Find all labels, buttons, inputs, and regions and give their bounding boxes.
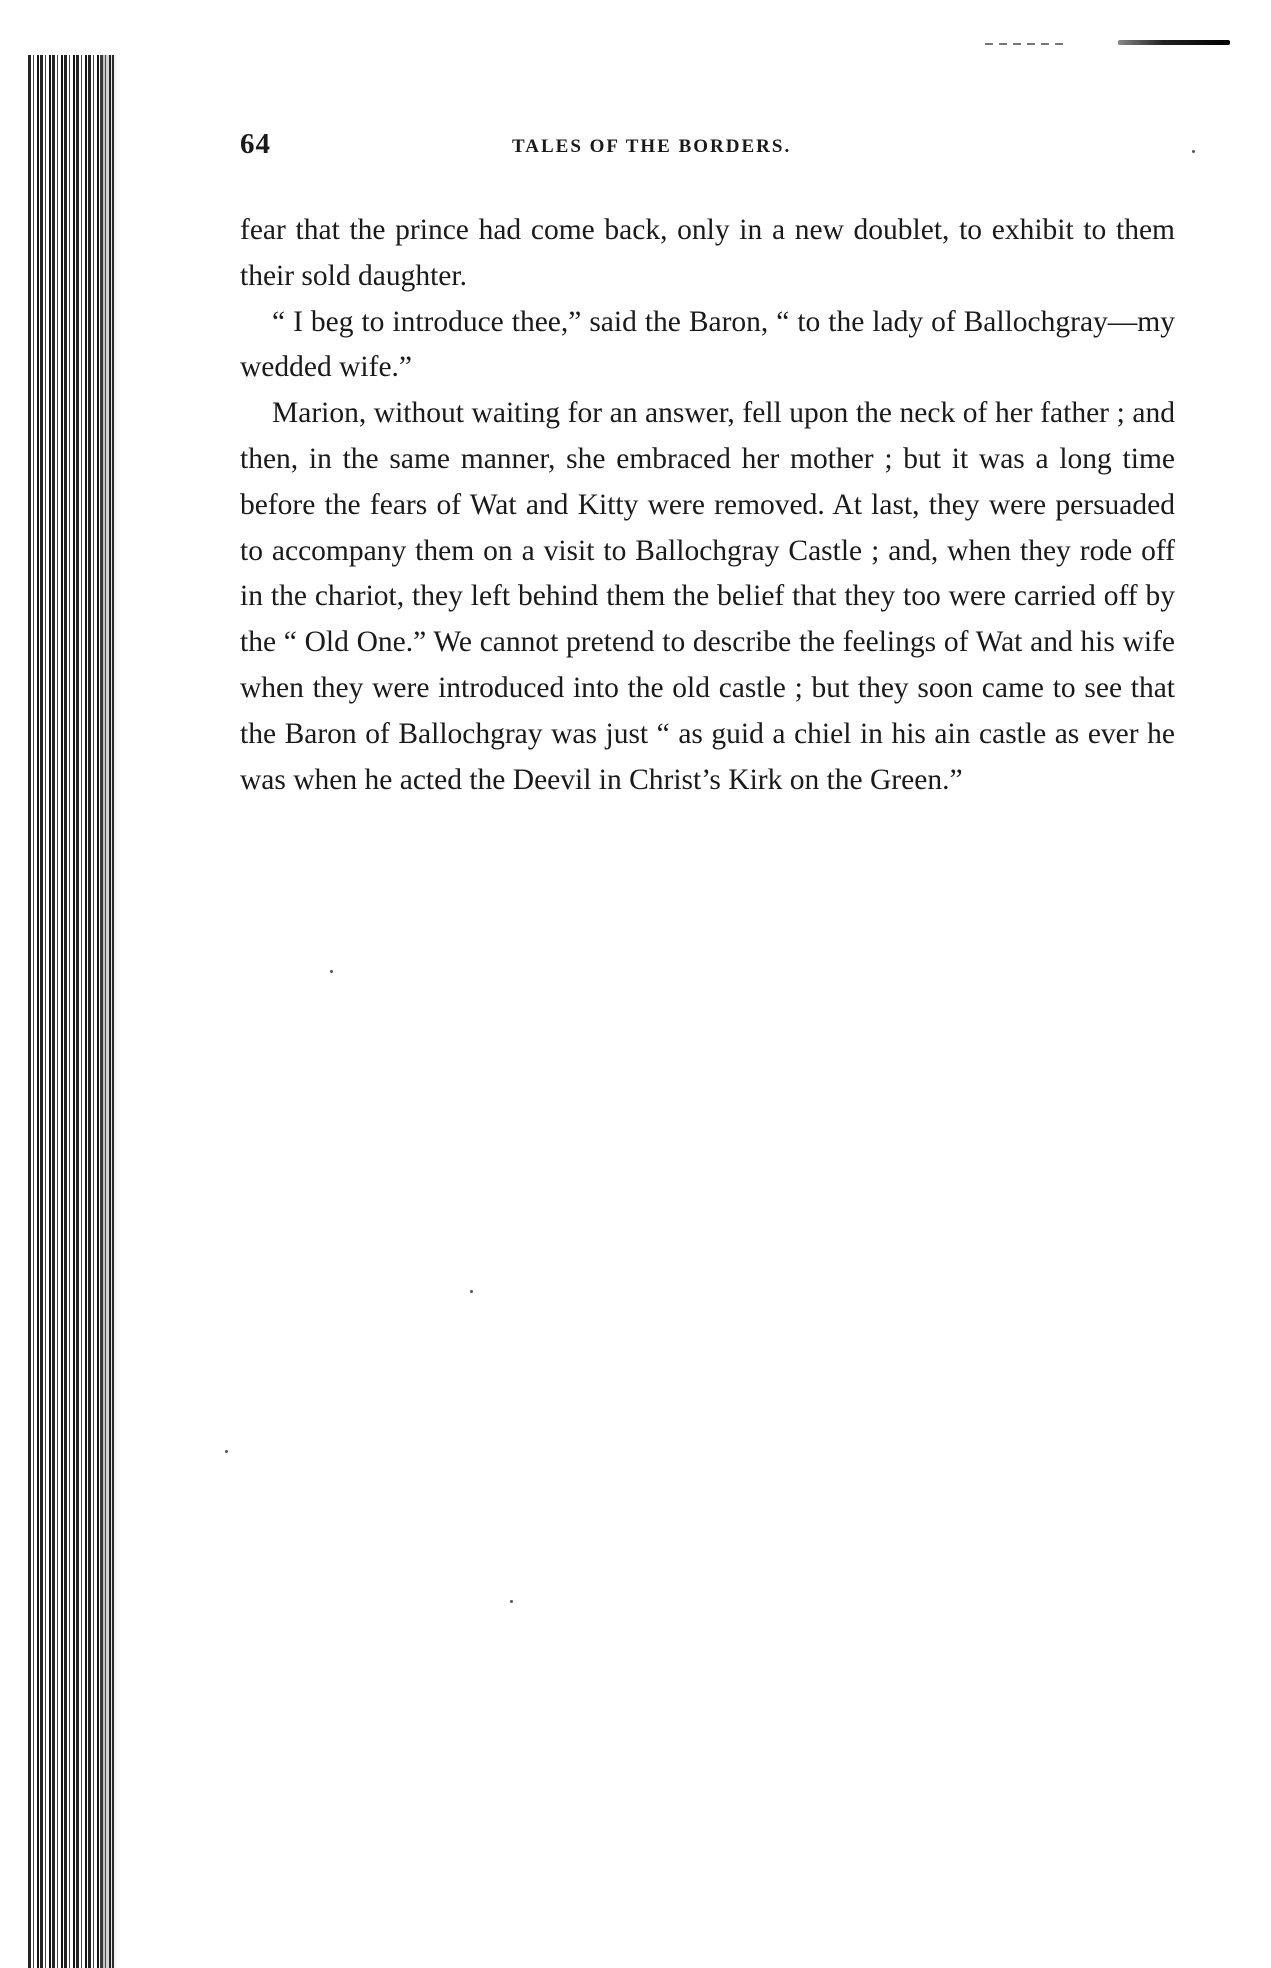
scan-mark-dashed xyxy=(985,43,1065,45)
scan-speck xyxy=(510,1600,513,1603)
page-header xyxy=(240,128,1175,168)
scan-speck xyxy=(1192,150,1195,153)
paragraph-3: Marion, without waiting for an answer, fell upon the neck of her father ; and then, in the same manner, she embraced her mother ; but it was a long time before the fears of Wat and Kitty were removed. At last, they were persuaded to accompany them on a visit to Ballochgray Castle ; and, when they rode off in the chariot, they left behind them the belief that they too were carried off by the “ Old One.” We cannot pretend to describe the feelings of Wat and his wife when they were introduced into the old castle ; but they soon came to see that the Baron of Ballochgray was just “ as guid a chiel in his ain castle as ever he was when he acted the Deevil in Christ’s Kirk on the Green.” xyxy=(240,397,1175,796)
page-number: 64 xyxy=(240,128,271,160)
paragraph-1: fear that the prince had come back, only in a new doublet, to exhibit to them their sold daughter. xyxy=(240,214,1175,292)
scan-speck xyxy=(330,970,333,973)
running-head: TALES OF THE BORDERS. xyxy=(512,136,792,157)
paragraph-2: “ I beg to introduce thee,” said the Baron, “ to the lady of Ballochgray—my wedded wife.” xyxy=(240,305,1175,384)
body-text xyxy=(240,208,1175,803)
scan-mark xyxy=(1118,40,1230,45)
scan-speck xyxy=(470,1290,473,1293)
binding-shadow xyxy=(100,55,118,1968)
scan-speck xyxy=(225,1450,228,1453)
